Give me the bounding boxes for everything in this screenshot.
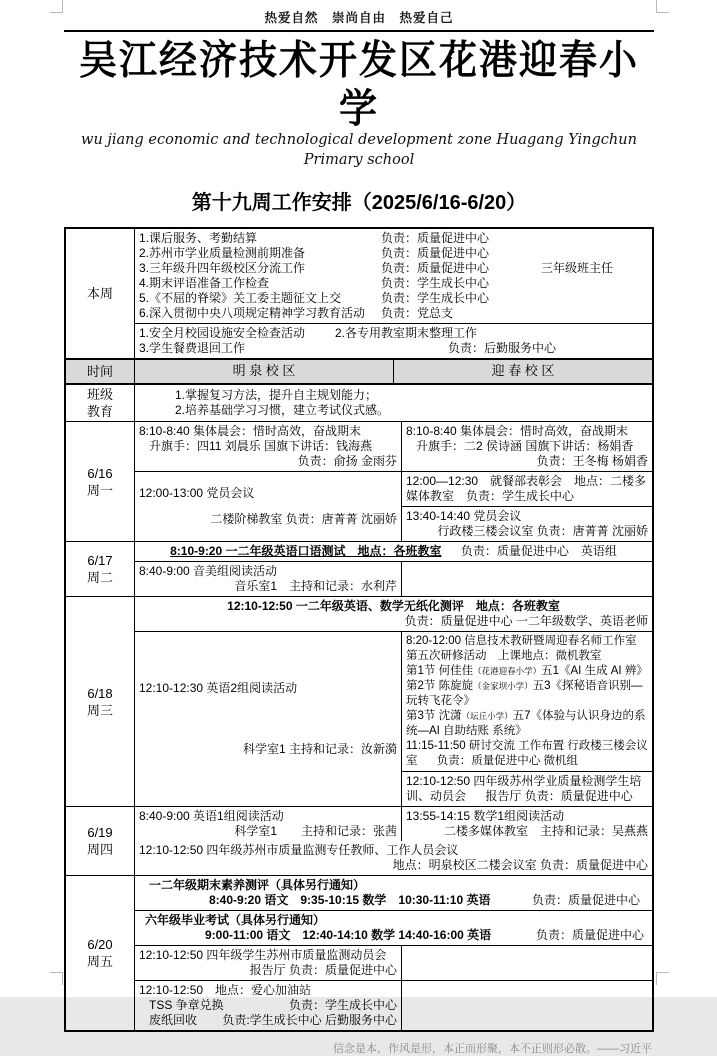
lesson-line: 第3节 沈潇（坛丘小学）五7《体验与认识身边的系统—AI 自助结账 系统》 bbox=[406, 710, 646, 737]
yingchun-wednesday-stack bbox=[402, 632, 652, 806]
station-line-paper: 废纸回收 负责:学生成长中心 后勤服务中心 bbox=[149, 1013, 397, 1027]
this-week-body bbox=[135, 229, 652, 358]
table-row-friday bbox=[66, 875, 652, 1030]
lesson-line: 第1节 何佳佳（花港迎春小学）五1《AI 生成 AI 辨》 bbox=[406, 665, 648, 677]
monday-noon-row bbox=[135, 471, 652, 541]
class-education-body bbox=[135, 385, 652, 421]
school-motto: 热爱自然 崇尚自由 热爱自己 bbox=[264, 11, 454, 25]
schedule-table bbox=[64, 227, 654, 1032]
week-task-item: 4.期末评语准备工作检查 负责：学生成长中心 bbox=[139, 276, 490, 290]
grade6-test-times: 9:00-11:00 语文 12:40-14:10 数学 14:40-16:00 英语 负责：质量促进中心 bbox=[205, 928, 644, 942]
margin-mark-bottom-right bbox=[656, 972, 669, 985]
friday-grade12-test-banner: 一二年级期末素养测评（具体另行通知） 8:40-9:20 语文 9:35-10:15 数学 10:30-11:10 英语 负责：质量促进中心 bbox=[135, 876, 652, 910]
yingchun-party-meeting-cell: 13:40-14:40 党员会议 行政楼三楼会议室 负责：唐菁菁 沈丽娇 bbox=[402, 506, 652, 541]
row-label-class-education: 班级 教育 bbox=[66, 385, 135, 421]
friday-station-row bbox=[135, 980, 652, 1030]
thursday-body bbox=[135, 807, 652, 875]
mingquan-reading-cell: 8:40-9:00 音美组阅读活动 音乐室1 主持和记录：水利芹 bbox=[135, 562, 402, 596]
tuesday-reading-row bbox=[135, 561, 652, 596]
header-divider bbox=[64, 30, 654, 32]
yingchun-assembly-cell: 8:10-8:40 集体晨会：惜时高效，奋战期末 升旗手：二2 侯诗涵 国旗下讲话：杨娟香 负责：王冬梅 杨娟香 bbox=[406, 424, 648, 468]
tuesday-oral-test-banner: 8:10-9:20 一二年级英语口语测试 地点：各班教室 负责：质量促进中心 英语组 bbox=[170, 544, 617, 558]
table-row-monday bbox=[66, 421, 652, 541]
row-label-monday: 6/16 周一 bbox=[66, 422, 135, 541]
row-label-tuesday: 6/17 周二 bbox=[66, 542, 135, 596]
research-discussion-line: 11:15-11:50 研讨交流 工作布置 行政楼三楼会议室 负责：质量促进中心 微机组 bbox=[406, 740, 648, 767]
week-logistics bbox=[135, 323, 652, 358]
col-header-yingchun-campus: 迎 春 校 区 bbox=[491, 363, 555, 378]
table-row-tuesday bbox=[66, 541, 652, 596]
week-task-item: 2.苏州市学业质量检测前期准备 负责：质量促进中心 bbox=[139, 246, 490, 260]
tuesday-body bbox=[135, 542, 652, 596]
monday-assembly-row bbox=[135, 422, 652, 471]
class-education-line: 2.培养基础学习习惯，建立考试仪式感。 bbox=[175, 403, 390, 417]
school-name-english: wu jiang economic and technological development zone Huagang Yingchun Primary school bbox=[81, 132, 637, 168]
week-task-item: 1.课后服务、考勤结算 负责：质量促进中心 bbox=[139, 231, 490, 245]
yingchun-training-cell: 12:10-12:50 四年级苏州学业质量检测学生培训、动员会 报告厅 负责：质量促进中心 bbox=[402, 771, 652, 806]
yingchun-empty-cell bbox=[402, 981, 652, 1030]
logistics-line-1: 1.安全月校园设施安全检查活动 2.各专用教室期末整理工作 bbox=[139, 326, 478, 340]
grade12-test-times: 8:40-9:20 语文 9:35-10:15 数学 10:30-11:10 英语 负责：质量促进中心 bbox=[209, 893, 640, 907]
thursday-reading-row bbox=[135, 807, 652, 841]
monday-body bbox=[135, 422, 652, 541]
station-line-tss: TSS 争章兑换 负责：学生成长中心 bbox=[149, 998, 397, 1012]
document-content bbox=[64, 8, 654, 1056]
margin-mark-bottom-left bbox=[50, 972, 63, 985]
yingchun-it-research-cell: 8:20-12:00 信息技术教研暨周迎春名师工作室第五次研修活动 上课地点：微机教室 第1节 何佳佳（花港迎春小学）五1《AI 生成 AI 辨》 第2节 陈旋旋（金家坝小学）五3《探秘语音识别—玩转飞花令》 第3节 沈潇（坛丘小学）五7《体验与认识身边的系统—AI 自助结账 系统》 11:15-11:50 研讨交流 工作布置 行政楼三楼会议室 负责：质量促进中心 微机组 bbox=[406, 635, 648, 767]
class-education-line: 1.掌握复习方法，提升自主规划能力； bbox=[175, 388, 378, 402]
table-row-thursday bbox=[66, 806, 652, 875]
friday-grade6-test-banner-row bbox=[135, 910, 652, 945]
week-task-item: 5.《不屈的脊梁》关工委主题征文上交 负责：学生成长中心 bbox=[139, 291, 490, 305]
page-title: 第十九周工作安排（2025/6/16-6/20） bbox=[191, 192, 527, 214]
week-task-list bbox=[135, 229, 652, 323]
row-label-thursday: 6/19 周四 bbox=[66, 807, 135, 875]
wednesday-main-row bbox=[135, 631, 652, 806]
row-label-friday: 6/20 周五 bbox=[66, 876, 135, 1030]
logistics-line-2: 3.学生餐费退回工作 负责：后勤服务中心 bbox=[139, 341, 556, 355]
mingquan-reading-cell: 8:40-9:00 英语1组阅读活动 科学室1 主持和记录：张茜 bbox=[135, 807, 402, 841]
mingquan-assembly-cell: 8:10-8:40 集体晨会：惜时高效，奋战期末 升旗手：四11 刘晨乐 国旗下讲话：钱海燕 负责：俞扬 金雨芬 bbox=[135, 422, 402, 471]
mingquan-reading-cell: 12:10-12:30 英语2组阅读活动 科学室1 主持和记录：汝新漪 bbox=[135, 632, 402, 806]
footer-quote: 信念是本，作风是形，本正而形聚，本不正则形必散。——习近平 bbox=[333, 1043, 652, 1055]
col-header-mingquan-campus: 明 泉 校 区 bbox=[135, 360, 394, 383]
yingchun-award-cell: 12:00—12:30 就餐部表彰会 地点：二楼多媒体教室 负责：学生成长中心 bbox=[406, 474, 647, 503]
yingchun-empty-cell bbox=[402, 946, 652, 980]
friday-grade6-test-banner: 六年级毕业考试（具体另行通知） 9:00-11:00 语文 12:40-14:10 数学 14:40-16:00 英语 负责：质量促进中心 bbox=[135, 911, 652, 945]
yingchun-reading-cell: 13:55-14:15 数学1组阅读活动 二楼多媒体教室 主持和记录：吴燕燕 bbox=[406, 809, 648, 838]
lesson-line: 第2节 陈旋旋（金家坝小学）五3《探秘语音识别—玩转飞花令》 bbox=[406, 680, 643, 707]
week-task-item: 3.三年级升四年级校区分流工作 负责：质量促进中心 三年级班主任 bbox=[139, 261, 614, 275]
margin-mark-top-left bbox=[50, 0, 63, 13]
table-header-row bbox=[66, 358, 652, 383]
table-row-this-week bbox=[66, 229, 652, 358]
wednesday-body bbox=[135, 597, 652, 806]
week-task-item: 6.深入贯彻中央八项规定精神学习教育活动 负责：党总支 bbox=[139, 306, 454, 320]
yingchun-empty-cell bbox=[402, 562, 652, 596]
friday-body bbox=[135, 876, 652, 1030]
school-name-chinese: 吴江经济技术开发区花港迎春小学 bbox=[78, 35, 639, 132]
wednesday-paperless-test-banner: 12:10-12:50 一二年级英语、数学无纸化测评 地点：各班教室 负责：质量促进中心 一二年级数学、英语老师 bbox=[227, 599, 648, 628]
row-label-wednesday: 6/18 周三 bbox=[66, 597, 135, 806]
friday-mobilization-row bbox=[135, 945, 652, 980]
mingquan-love-station-cell: 12:10-12:50 地点：爱心加油站 TSS 争章兑换 负责：学生成长中心 废纸回收 负责:学生成长中心 后勤服务中心 bbox=[135, 981, 402, 1030]
row-label-text: 本周 bbox=[86, 286, 113, 301]
table-row-wednesday bbox=[66, 596, 652, 806]
table-row-class-education bbox=[66, 383, 652, 421]
thursday-meeting-banner: 12:10-12:50 四年级苏州市质量监测专任教师、工作人员会议 地点：明泉校区二楼会议室 负责：质量促进中心 bbox=[139, 843, 648, 872]
yingchun-noon-stack bbox=[402, 472, 652, 541]
margin-mark-top-right bbox=[656, 0, 669, 13]
col-header-time: 时间 bbox=[66, 360, 135, 383]
row-label-this-week bbox=[66, 229, 135, 358]
mingquan-party-meeting-cell: 12:00-13:00 党员会议 二楼阶梯教室 负责：唐菁菁 沈丽娇 bbox=[135, 472, 402, 541]
mingquan-mobilization-cell: 12:10-12:50 四年级学生苏州市质量监测动员会 报告厅 负责：质量促进中心 bbox=[135, 946, 402, 980]
